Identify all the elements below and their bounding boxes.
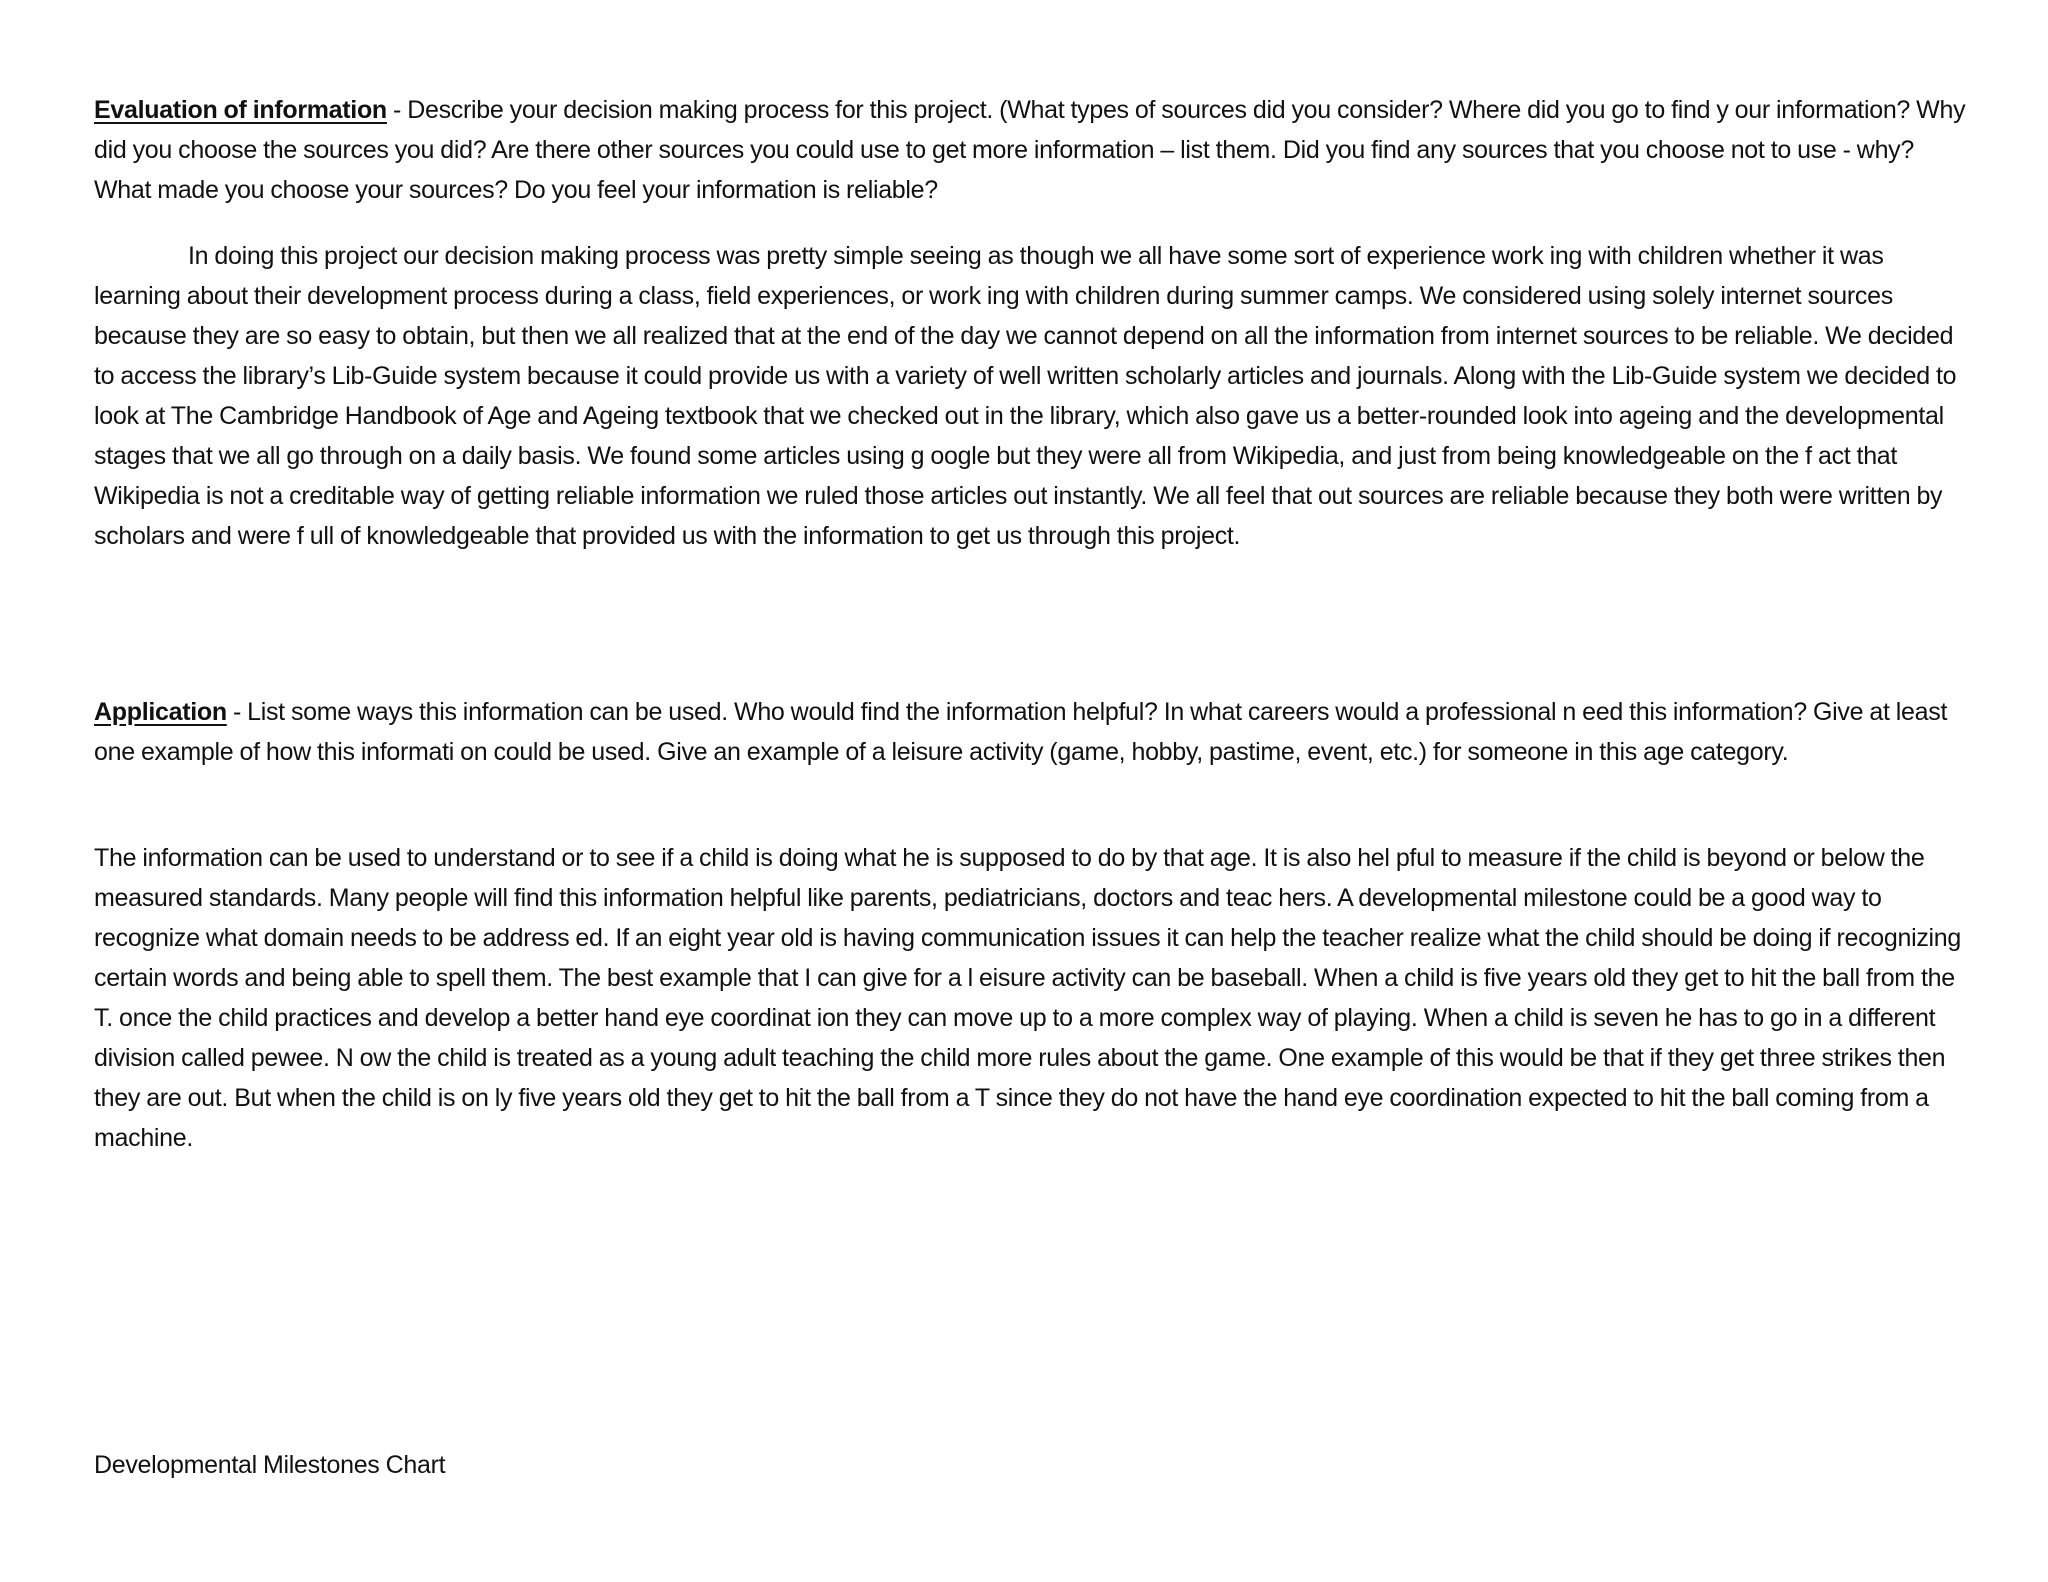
application-answer-paragraph: The information can be used to understand or to see if a child is doing what he is supposed to do by that age. It is also hel pful to measure if the child is beyond or below the measured standards. Many people will find this information helpful like parents, pediatricians, doctors and teac hers. A developmental milestone could be a good way to recognize what domain needs to be address ed. If an eight year old is having communication issues it can help the teacher realize what the child should be doing if recognizing certain words and being able to spell them. The best example that I can give for a l eisure activity can be baseball. When a child is five years old they get to hit the ball from the T. once the child practices and develop a better hand eye coordinat ion they can move up to a more complex way of playing. When a child is seven he has to go in a different division called pewee. N ow the child is treated as a young adult teaching the child more rules about the game. One example of this would be that if they get three strikes then they are out. But when the child is on ly five years old they get to hit the ball from a T since they do not have the hand eye coordination expected to hit the ball coming from a machine. — [94, 844, 1961, 1152]
application-prompt-paragraph — [94, 692, 1974, 772]
evaluation-answer-paragraph: In doing this project our decision making process was pretty simple seeing as though we all have some sort of experience work ing with children whether it was learning about their development process during a class, field experiences, or work ing with children during summer camps. We considered using solely internet sources because they are so easy to obtain, but then we all realized that at the end of the day we cannot depend on all the information from internet sources to be reliable. We decided to access the library’s Lib-Guide system because it could provide us with a variety of well written scholarly articles and journals. Along with the Lib-Guide system we decided to look at The Cambridge Handbook of Age and Ageing textbook that we checked out in the library, which also gave us a better-rounded look into ageing and the developmental stages that we all go through on a daily basis. We found some articles using g oogle but they were all from Wikipedia, and just from being knowledgeable on the f act that Wikipedia is not a creditable way of getting reliable information we ruled those articles out instantly. We all feel that out sources are reliable because they both were written by scholars and were f ull of knowledgeable that provided us with the information to get us through this project. — [94, 242, 1957, 550]
evaluation-heading: Evaluation of information — [94, 96, 387, 124]
evaluation-prompt-paragraph — [94, 90, 1974, 210]
application-heading: Application — [94, 698, 227, 726]
milestones-chart-caption: Developmental Milestones Chart — [94, 1451, 446, 1479]
application-prompt-text: - List some ways this information can be used. Who would find the information helpful? In what careers would a professional n eed this information? Give at least one example of how this informati on could be used. Give an example of a leisure activity (game, hobby, pastime, event, etc.) for someone in this age category. — [94, 698, 1948, 766]
evaluation-prompt-text: - Describe your decision making process for this project. (What types of sources did you consider? Where did you go to find y our information? Why did you choose the sources you did? Are there other sources you could use to get more information – list them. Did you find any sources that you choose not to use - why? What made you choose your sources? Do you feel your information is reliable? — [94, 96, 1966, 204]
